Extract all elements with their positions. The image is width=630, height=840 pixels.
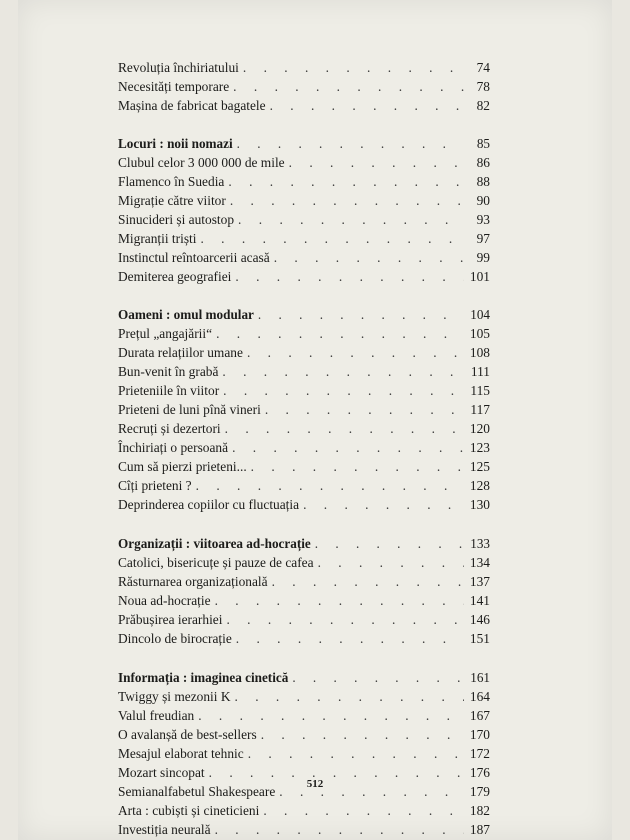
entry-page: 86 xyxy=(476,155,490,170)
dot-leader xyxy=(215,591,464,610)
toc-entry xyxy=(118,495,490,514)
toc-entry xyxy=(118,400,490,419)
dot-leader xyxy=(223,381,464,400)
entry-title: Migrație către viitor xyxy=(118,193,226,208)
dot-leader xyxy=(232,438,464,457)
toc-entry xyxy=(118,801,490,820)
dot-leader xyxy=(318,553,464,572)
toc-entry xyxy=(118,610,490,629)
entry-page: 78 xyxy=(476,79,490,94)
entry-title: Clubul celor 3 000 000 de mile xyxy=(118,155,285,170)
dot-leader xyxy=(274,248,464,267)
heading-page: 133 xyxy=(470,536,490,551)
entry-title: Prieteni de luni pînă vineri xyxy=(118,402,261,417)
dot-leader xyxy=(251,457,464,476)
entry-page: 176 xyxy=(469,765,490,780)
entry-page: 128 xyxy=(469,478,490,493)
entry-title: Instinctul reîntoarcerii acasă xyxy=(118,250,270,265)
dot-leader xyxy=(226,610,464,629)
entry-page: 134 xyxy=(469,555,490,570)
toc-entry xyxy=(118,381,490,400)
entry-page: 123 xyxy=(469,440,490,455)
entry-title: Semianalfabetul Shakespeare xyxy=(118,784,276,799)
entry-page: 74 xyxy=(476,60,490,75)
entry-title: Cum să pierzi prieteni... xyxy=(118,459,247,474)
entry-title: Flamenco în Suedia xyxy=(118,174,225,189)
toc-entry xyxy=(118,553,490,572)
toc-entry xyxy=(118,96,490,115)
entry-title: Twiggy și mezonii K xyxy=(118,689,231,704)
table-of-contents xyxy=(118,58,490,839)
entry-title: Mozart sincopat xyxy=(118,765,205,780)
toc-section-0 xyxy=(118,58,490,115)
dot-leader xyxy=(215,820,464,839)
toc-entry xyxy=(118,706,490,725)
heading-page: 104 xyxy=(470,307,490,322)
entry-title: Revoluția închiriatului xyxy=(118,60,239,75)
entry-title: Catolici, bisericuțe și pauze de cafea xyxy=(118,555,314,570)
entry-title: Prieteniile în viitor xyxy=(118,383,220,398)
toc-section-1 xyxy=(118,134,490,286)
entry-title: Arta : cubiști și cineticieni xyxy=(118,803,260,818)
toc-entry xyxy=(118,476,490,495)
entry-page: 90 xyxy=(476,193,490,208)
entry-title: Deprinderea copiilor cu fluctuația xyxy=(118,497,300,512)
entry-page: 93 xyxy=(476,212,490,227)
toc-entry xyxy=(118,744,490,763)
entry-page: 82 xyxy=(476,98,490,113)
section-heading xyxy=(118,134,490,153)
toc-entry xyxy=(118,419,490,438)
entry-title: Noua ad-hocrație xyxy=(118,593,211,608)
dot-leader xyxy=(222,362,464,381)
toc-entry xyxy=(118,820,490,839)
entry-title: Prețul „angajării“ xyxy=(118,326,213,341)
entry-page: 99 xyxy=(476,250,490,265)
toc-entry xyxy=(118,248,490,267)
toc-entry xyxy=(118,191,490,210)
entry-title: O avalanșă de best-sellers xyxy=(118,727,257,742)
dot-leader xyxy=(235,687,465,706)
entry-title: Valul freudian xyxy=(118,708,195,723)
heading-title: Informația : imaginea cinetică xyxy=(118,670,289,685)
dot-leader xyxy=(263,801,464,820)
entry-page: 179 xyxy=(469,784,490,799)
entry-title: Necesități temporare xyxy=(118,79,230,94)
entry-page: 187 xyxy=(469,822,490,837)
dot-leader xyxy=(292,668,464,687)
entry-page: 88 xyxy=(476,174,490,189)
section-heading xyxy=(118,668,490,687)
toc-entry xyxy=(118,77,490,96)
heading-title: Oameni : omul modular xyxy=(118,307,254,322)
toc-entry xyxy=(118,687,490,706)
dot-leader xyxy=(200,229,464,248)
heading-title: Organizații : viitoarea ad-hocrație xyxy=(118,536,311,551)
dot-leader xyxy=(216,324,464,343)
toc-entry xyxy=(118,343,490,362)
entry-title: Mașina de fabricat bagatele xyxy=(118,98,266,113)
entry-page: 111 xyxy=(470,364,490,379)
entry-title: Demiterea geografiei xyxy=(118,269,232,284)
dot-leader xyxy=(270,96,464,115)
entry-title: Mesajul elaborat tehnic xyxy=(118,746,244,761)
dot-leader xyxy=(247,343,464,362)
toc-entry xyxy=(118,725,490,744)
entry-title: Prăbușirea ierarhiei xyxy=(118,612,223,627)
entry-page: 115 xyxy=(470,383,490,398)
entry-page: 182 xyxy=(469,803,490,818)
toc-entry xyxy=(118,172,490,191)
entry-page: 170 xyxy=(469,727,490,742)
entry-title: Investiția neurală xyxy=(118,822,211,837)
entry-title: Dincolo de birocrație xyxy=(118,631,232,646)
dot-leader xyxy=(248,744,464,763)
dot-leader xyxy=(258,305,464,324)
dot-leader xyxy=(237,134,464,153)
toc-section-4 xyxy=(118,668,490,839)
heading-page: 85 xyxy=(476,136,490,151)
toc-entry xyxy=(118,457,490,476)
dot-leader xyxy=(236,629,464,648)
toc-section-2 xyxy=(118,305,490,514)
toc-entry xyxy=(118,572,490,591)
entry-page: 141 xyxy=(469,593,490,608)
dot-leader xyxy=(233,77,464,96)
section-heading xyxy=(118,534,490,553)
toc-entry xyxy=(118,267,490,286)
dot-leader xyxy=(238,210,464,229)
heading-title: Locuri : noii nomazi xyxy=(118,136,233,151)
dot-leader xyxy=(243,58,464,77)
toc-entry xyxy=(118,153,490,172)
dot-leader xyxy=(272,572,464,591)
toc-entry xyxy=(118,629,490,648)
entry-page: 101 xyxy=(469,269,490,284)
entry-page: 146 xyxy=(469,612,490,627)
toc-entry xyxy=(118,591,490,610)
dot-leader xyxy=(235,267,464,286)
entry-page: 117 xyxy=(470,402,490,417)
heading-page: 161 xyxy=(470,670,490,685)
dot-leader xyxy=(198,706,464,725)
dot-leader xyxy=(261,725,464,744)
dot-leader xyxy=(225,419,464,438)
entry-page: 172 xyxy=(469,746,490,761)
entry-page: 167 xyxy=(469,708,490,723)
entry-page: 137 xyxy=(469,574,490,589)
entry-page: 125 xyxy=(469,459,490,474)
dot-leader xyxy=(230,191,464,210)
entry-page: 108 xyxy=(469,345,490,360)
toc-entry xyxy=(118,362,490,381)
toc-entry xyxy=(118,438,490,457)
entry-page: 130 xyxy=(469,497,490,512)
page-number-footer: 512 xyxy=(306,778,324,790)
entry-page: 97 xyxy=(476,231,490,246)
entry-title: Durata relațiilor umane xyxy=(118,345,243,360)
entry-title: Sinucideri și autostop xyxy=(118,212,235,227)
toc-entry xyxy=(118,324,490,343)
dot-leader xyxy=(228,172,464,191)
section-heading xyxy=(118,305,490,324)
entry-page: 120 xyxy=(469,421,490,436)
dot-leader xyxy=(315,534,464,553)
dot-leader xyxy=(303,495,464,514)
entry-title: Bun-venit în grabă xyxy=(118,364,219,379)
dot-leader xyxy=(265,400,464,419)
entry-title: Migranții triști xyxy=(118,231,197,246)
entry-title: Cîți prieteni ? xyxy=(118,478,192,493)
entry-page: 164 xyxy=(469,689,490,704)
toc-entry xyxy=(118,210,490,229)
entry-page: 151 xyxy=(469,631,490,646)
dot-leader xyxy=(196,476,464,495)
entry-title: Răsturnarea organizațională xyxy=(118,574,268,589)
toc-entry xyxy=(118,58,490,77)
toc-entry xyxy=(118,229,490,248)
dot-leader xyxy=(289,153,464,172)
entry-page: 105 xyxy=(469,326,490,341)
entry-title: Recruți și dezertori xyxy=(118,421,221,436)
toc-section-3 xyxy=(118,534,490,648)
entry-title: Închiriați o persoană xyxy=(118,440,229,455)
